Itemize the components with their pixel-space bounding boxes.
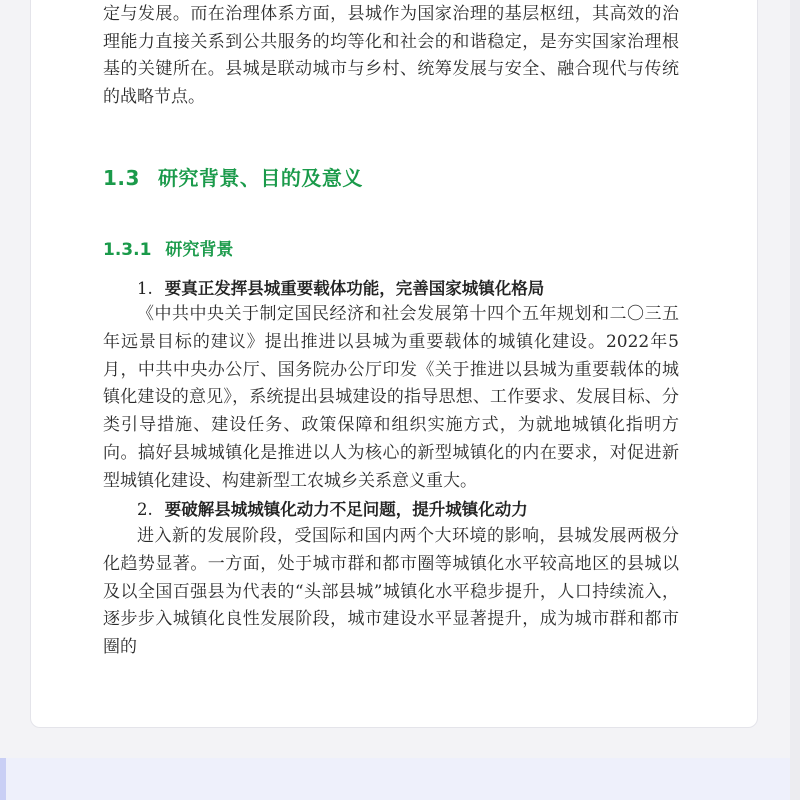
list-item-number: 2. [137, 500, 153, 519]
subsection-heading [103, 237, 233, 265]
document-page [30, 0, 758, 728]
next-page-accent [0, 758, 6, 800]
list-item-body-2 [103, 523, 679, 662]
section-heading [103, 165, 363, 193]
next-page-preview [0, 758, 790, 800]
intro-block [103, 0, 679, 112]
list-item-heading-text: 要破解县城城镇化动力不足问题，提升城镇化动力 [164, 500, 528, 519]
scrollbar-track[interactable] [790, 0, 800, 800]
intro-paragraph: 定与发展。而在治理体系方面，县城作为国家治理的基层枢纽，其高效的治理能力直接关系到公共服务的均等化和社会的和谐稳定，是夯实国家治理根基的关键所在。县城是联动城市与乡村、统筹发展与安全、融合现代与传统的战略节点。 [103, 3, 679, 108]
list-item-heading-1 [137, 275, 544, 303]
list-item-heading-text: 要真正发挥县城重要载体功能，完善国家城镇化格局 [164, 279, 545, 298]
list-item-paragraph: 《中共中央关于制定国民经济和社会发展第十四个五年规划和二〇三五年远景目标的建议》提出推进以县城为重要载体的城镇化建设。2022年5月，中共中央办公厅、国务院办公厅印发《关于推进以县城为重要载体的城镇化建设的意见》，系统提出县城建设的指导思想、工作要求、发展目标、分类引导措施、建设任务、政策保障和组织实施方式，为就地城镇化指明方向。搞好县城城镇化是推进以人为核心的新型城镇化的内在要求，对促进新型城镇化建设、构建新型工农城乡关系意义重大。 [103, 304, 679, 491]
list-item-paragraph: 进入新的发展阶段，受国际和国内两个大环境的影响，县城发展两极分化趋势显著。一方面，处于城市群和都市圈等城镇化水平较高地区的县城以及以全国百强县为代表的“头部县城”城镇化水平稳步提升，人口持续流入，逐步步入城镇化良性发展阶段，城市建设水平显著提升，成为城市群和都市圈的 [103, 526, 679, 658]
list-item-body-1 [103, 301, 679, 496]
list-item-number: 1. [137, 279, 153, 298]
section-title: 研究背景、目的及意义 [157, 166, 363, 190]
subsection-number: 1.3.1 [103, 240, 152, 260]
subsection-title: 研究背景 [165, 240, 234, 260]
list-item-heading-2 [137, 496, 528, 524]
section-number: 1.3 [103, 166, 140, 190]
